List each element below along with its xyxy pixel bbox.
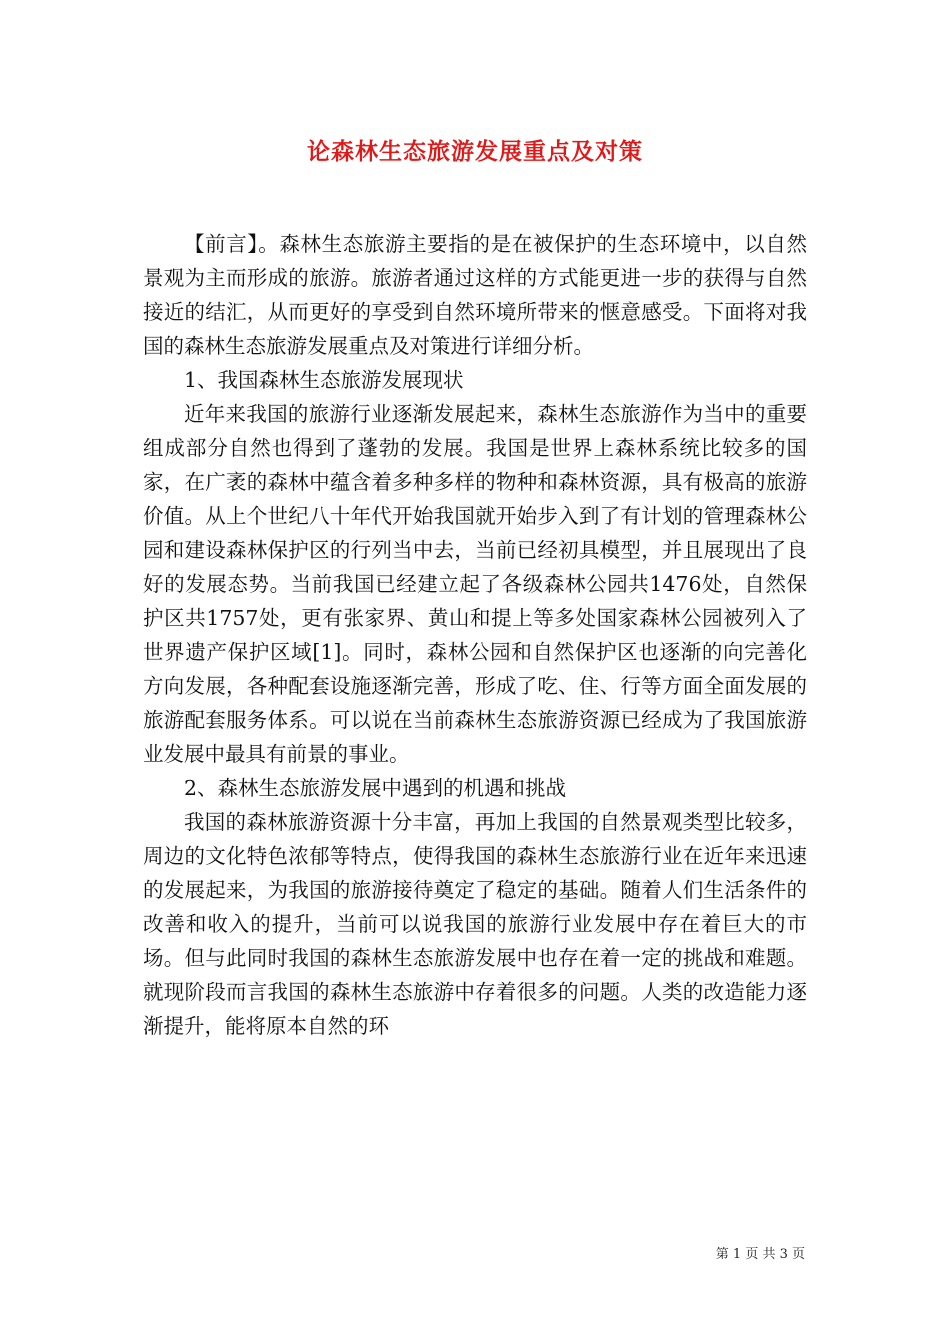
page-number-footer: 第 1 页 共 3 页 — [715, 1247, 805, 1262]
document-title: 论森林生态旅游发展重点及对策 — [307, 138, 643, 165]
section-heading-2: 2、森林生态旅游发展中遇到的机遇和挑战 — [184, 776, 567, 800]
section-paragraph-1: 近年来我国的旅游行业逐渐发展起来，森林生态旅游作为当中的重要组成部分自然也得到了蓬勃的发展。我国是世界上森林系统比较多的国家，在广袤的森林中蕴含着多种多样的物种和森林资源，具有极高的旅游价值。从上个世纪八十年代开始我国就开始步入到了有计划的管理森林公园和建设森林保护区的行列当中去，当前已经初具模型，并且展现出了良好的发展态势。当前我国已经建立起了各级森林公园共1476处，自然保护区共1757处，更有张家界、黄山和提上等多处国家森林公园被列入了世界遗产保护区域[1]。同时，森林公园和自然保护区也逐渐的向完善化方向发展，各种配套设施逐渐完善，形成了吃、住、行等方面全面发展的旅游配套服务体系。可以说在当前森林生态旅游资源已经成为了我国旅游业发展中最具有前景的事业。 — [143, 402, 807, 766]
section-heading-1: 1、我国森林生态旅游发展现状 — [184, 368, 464, 392]
document-body — [143, 227, 807, 1043]
section-paragraph-2: 我国的森林旅游资源十分丰富，再加上我国的自然景观类型比较多，周边的文化特色浓郁等特点，使得我国的森林生态旅游行业在近年来迅速的发展起来，为我国的旅游接待奠定了稳定的基础。随着人们生活条件的改善和收入的提升，当前可以说我国的旅游行业发展中存在着巨大的市场。但与此同时我国的森林生态旅游发展中也存在着一定的挑战和难题。就现阶段而言我国的森林生态旅游中存着很多的问题。人类的改造能力逐渐提升，能将原本自然的环 — [143, 810, 807, 1038]
intro-paragraph: 【前言】。森林生态旅游主要指的是在被保护的生态环境中，以自然景观为主而形成的旅游。旅游者通过这样的方式能更进一步的获得与自然接近的结汇，从而更好的享受到自然环境所带来的惬意感受。下面将对我国的森林生态旅游发展重点及对策进行详细分析。 — [143, 232, 807, 358]
